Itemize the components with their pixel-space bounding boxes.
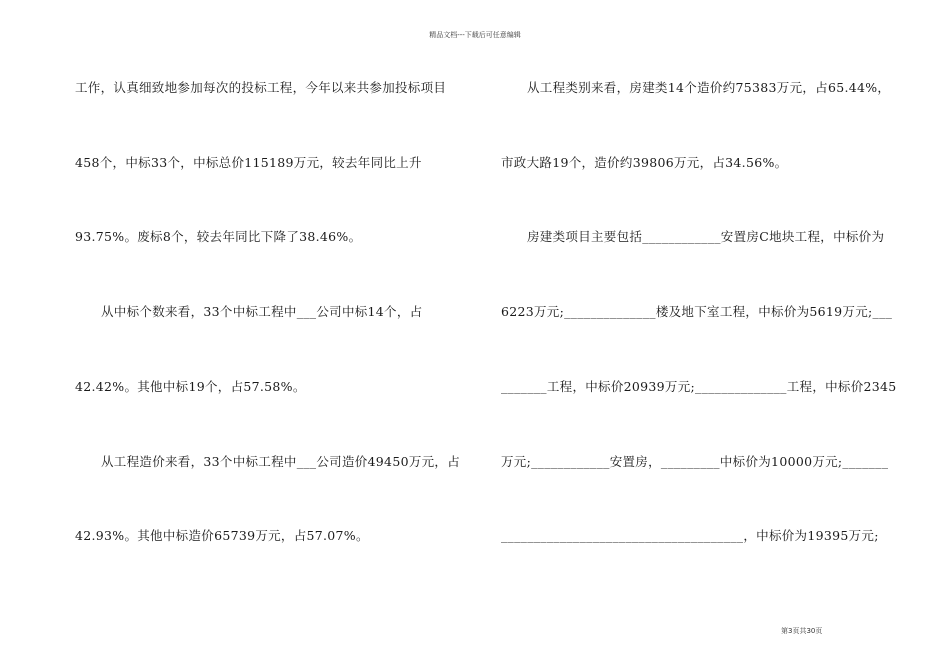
left-line-6: 从工程造价来看，33个中标工程中___公司造价49450万元，占	[101, 454, 461, 469]
left-line-4: 从中标个数来看，33个中标工程中___公司中标14个，占	[101, 304, 423, 319]
right-line-1: 从工程类别来看，房建类14个造价约75383万元，占65.44%，	[527, 80, 891, 95]
page-header: 精品文档---下载后可任意编辑	[429, 31, 521, 39]
right-line-5: _______工程，中标价20939万元;______________工程，中标价2345	[501, 379, 897, 394]
right-line-2: 市政大路19个，造价约39806万元，占34.56%。	[501, 155, 788, 170]
right-line-6: 万元;____________安置房，_________中标价为10000万元;_______	[501, 454, 889, 469]
left-line-5: 42.42%。其他中标19个，占57.58%。	[75, 379, 306, 394]
left-line-1: 工作，认真细致地参加每次的投标工程，今年以来共参加投标项目	[75, 80, 447, 95]
left-line-3: 93.75%。废标8个，较去年同比下降了38.46%。	[75, 229, 362, 244]
right-line-3: 房建类项目主要包括____________安置房C地块工程，中标价为	[527, 229, 885, 244]
left-line-2: 458个，中标33个，中标总价115189万元，较去年同比上升	[75, 155, 422, 170]
right-line-4: 6223万元;______________楼及地下室工程，中标价为5619万元;___	[501, 304, 893, 319]
page-number: 第3页共30页	[781, 627, 823, 635]
left-line-7: 42.93%。其他中标造价65739万元，占57.07%。	[75, 528, 369, 543]
right-line-7: _____________________________________，中标价为19395万元;	[501, 528, 879, 543]
